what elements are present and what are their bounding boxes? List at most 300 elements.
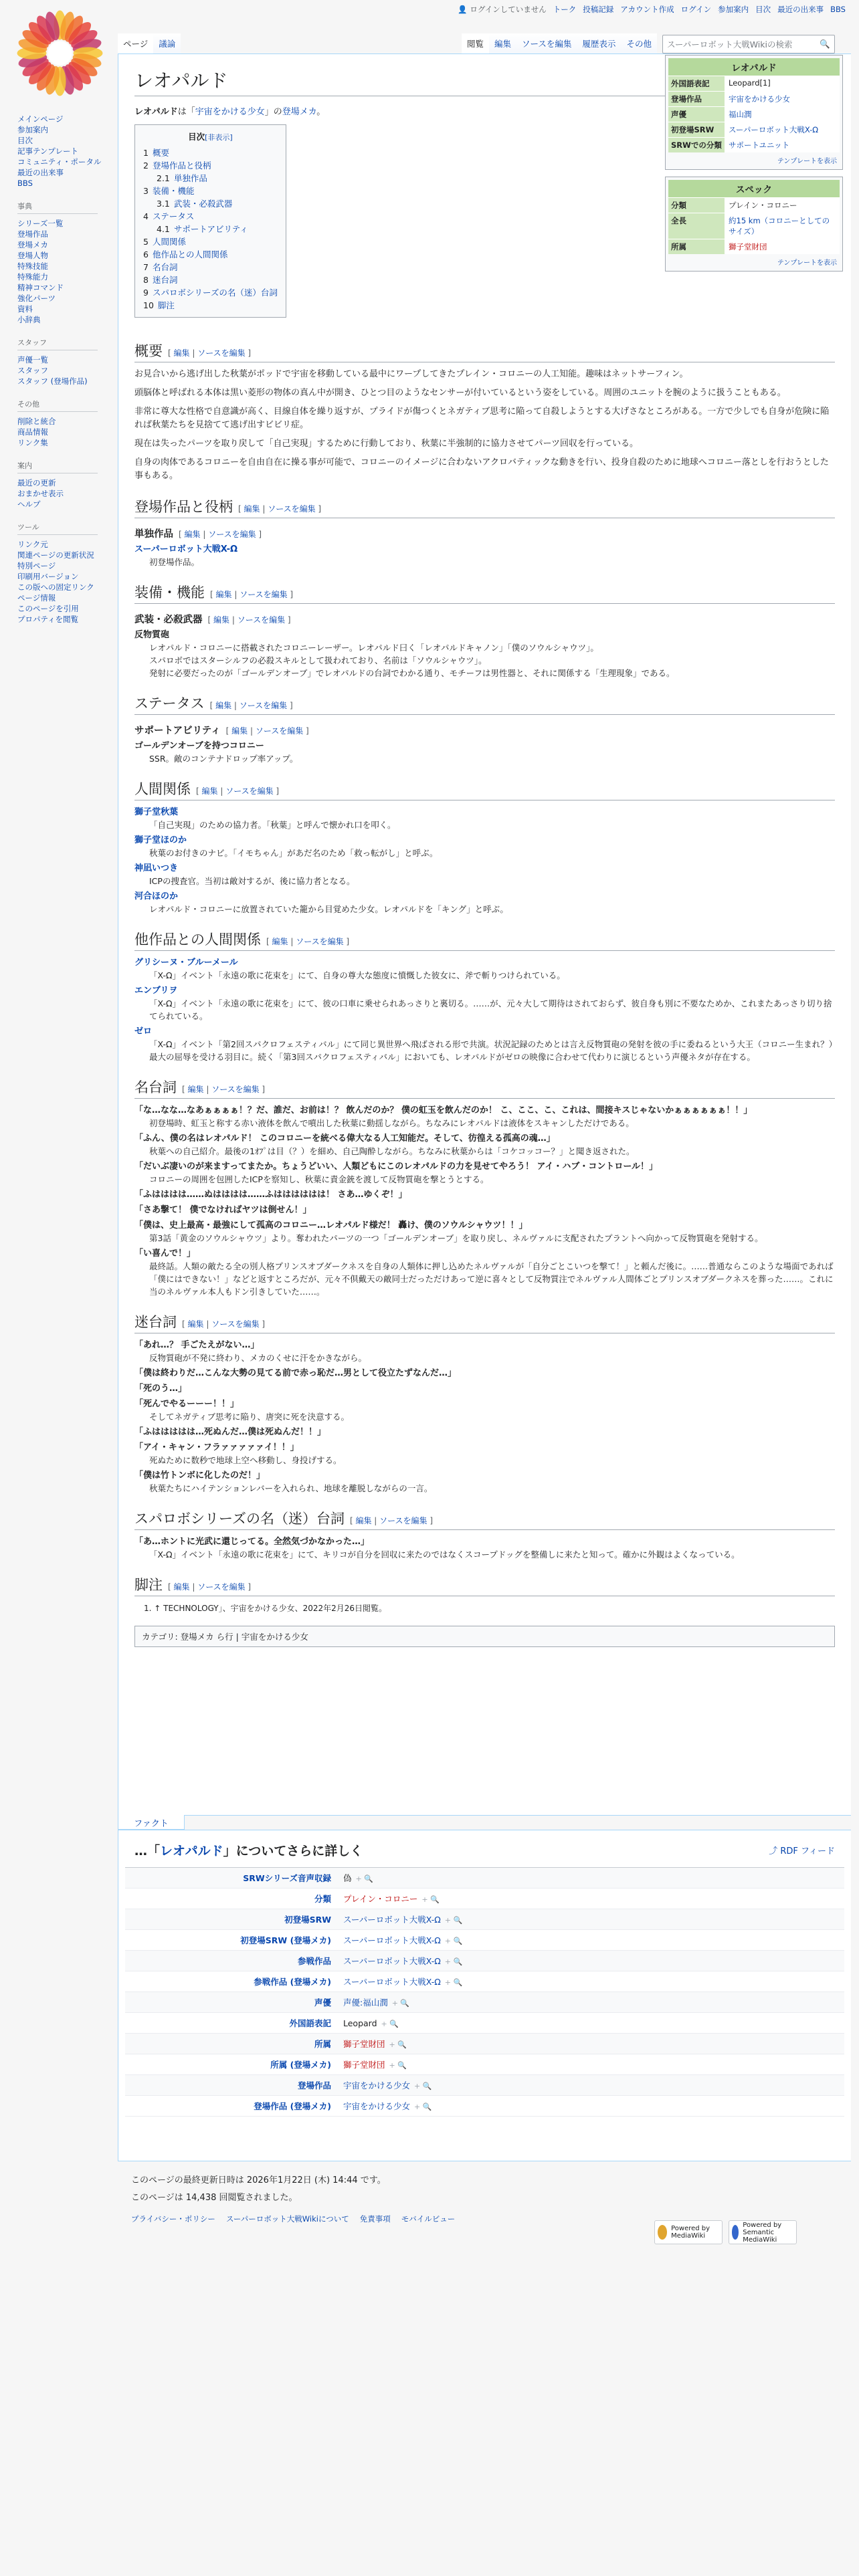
sidebar-link[interactable]: 参加案内 [17, 125, 48, 134]
property-link[interactable]: 外国語表記 [289, 2018, 331, 2028]
footer-link[interactable]: スーパーロボット大戦Wikiについて [225, 2214, 349, 2224]
edit-link[interactable]: 編集 [215, 590, 232, 599]
paragraph: 現在は失ったパーツを取り戻して「自己実現」するために行動しており、秋葉に半強制的に協力させてパーツ回収を行っている。 [134, 439, 638, 449]
sidebar-link[interactable]: 声優一覧 [17, 355, 48, 364]
value-text[interactable]: スーパーロボット大戦X-Ω [343, 1915, 441, 1925]
property-value [343, 1913, 844, 1925]
definition-list [134, 1104, 835, 1130]
sidebar-link[interactable]: プロパティを閲覧 [17, 615, 79, 624]
definition-term[interactable]: スーパーロボット大戦X-Ω [134, 544, 238, 554]
factbox-tab[interactable]: ファクト [118, 1815, 185, 1830]
definition-list [134, 740, 835, 765]
tab-view-0[interactable]: 閲覧 [462, 33, 489, 54]
sidebar-item[interactable] [17, 218, 114, 229]
sidebar-item[interactable] [17, 146, 114, 156]
toc-hide-toggle[interactable]: [非表示] [205, 133, 233, 142]
personal-link[interactable]: アカウント作成 [620, 5, 674, 14]
sidebar-link[interactable]: 印刷用バージョン [17, 572, 79, 581]
toc-list [143, 146, 278, 312]
edit-section: [ 編集 | ソースを編集 ] [209, 701, 293, 710]
edit-link[interactable]: 編集 [173, 348, 190, 358]
value-text[interactable]: 獅子堂財団 [343, 2060, 385, 2070]
toc-item[interactable] [143, 146, 278, 159]
definition-term: 「死のう…」 [134, 1384, 187, 1394]
sidebar-item[interactable] [17, 499, 114, 510]
toc-number: 3.1 [157, 199, 170, 209]
sidebar-link[interactable]: この版への固定リンク [17, 582, 94, 592]
value-text[interactable]: 獅子堂財団 [343, 2039, 385, 2049]
sidebar-link[interactable]: 登場メカ [17, 240, 48, 249]
intro-bold: レオパルド [134, 107, 178, 117]
sidebar-link[interactable]: 削除と統合 [17, 417, 56, 426]
sidebar-item[interactable] [17, 365, 114, 376]
category-links[interactable]: カテゴリ: 登場メカ ら行 | 宇宙をかける少女 [134, 1626, 835, 1647]
definition-term[interactable]: グリシーヌ・ブルーメール [134, 958, 238, 968]
sidebar-item[interactable] [17, 550, 114, 560]
edit-link[interactable]: 編集 [201, 786, 218, 796]
definition-term[interactable]: ゼロ [134, 1027, 153, 1037]
infobox-key: 外国語表記 [668, 76, 725, 91]
toc-label: 装備・機能 [152, 186, 195, 196]
toc-item[interactable] [143, 248, 278, 261]
definition-term[interactable]: 獅子堂ほのか [134, 835, 187, 845]
edit-link[interactable]: 編集 [272, 937, 288, 946]
property-link[interactable]: 初登場SRW [284, 1915, 331, 1925]
property-value [343, 1872, 844, 1884]
edit-link[interactable]: 編集 [187, 1085, 204, 1094]
personal-link[interactable]: 目次 [755, 5, 771, 14]
edit-section: [ 編集 | ソースを編集 ] [182, 1085, 266, 1094]
sidebar-item[interactable] [17, 560, 114, 571]
edit-section: [ 編集 | ソースを編集 ] [182, 1319, 266, 1329]
sidebar-item[interactable] [17, 178, 114, 189]
sidebar-item[interactable] [17, 293, 114, 304]
intro-category-link[interactable]: 登場メカ [282, 107, 317, 117]
property-link[interactable]: 参戦作品 [297, 1956, 331, 1966]
search-icon[interactable]: + 🔍 [391, 1999, 410, 2008]
property-link[interactable]: SRWシリーズ音声収録 [243, 1873, 331, 1883]
edit-source-link[interactable]: ソースを編集 [208, 530, 256, 539]
definition-list [134, 956, 835, 982]
value-text[interactable]: 偽 [343, 1873, 352, 1883]
sidebar-link[interactable]: おまかせ表示 [17, 489, 64, 498]
sidebar-item[interactable] [17, 304, 114, 314]
tab-talk[interactable]: 議論 [153, 33, 181, 54]
sidebar-link[interactable]: スタッフ (登場作品) [17, 377, 88, 386]
definition-list [134, 806, 835, 831]
edit-link[interactable]: 編集 [187, 1319, 204, 1329]
edit-source-link[interactable]: ソースを編集 [239, 701, 288, 710]
definition-list [134, 1160, 835, 1186]
footer-link[interactable]: プライバシー・ポリシー [131, 2214, 215, 2224]
toc-label: サポートアビリティ [173, 224, 248, 234]
factbox-page-link[interactable]: レオパルド [160, 1844, 223, 1858]
edit-section: [ 編集 | ソースを編集 ] [210, 590, 294, 599]
factbox-row [125, 2013, 844, 2034]
sidebar-link[interactable]: 目次 [17, 136, 33, 145]
namespace-tabs [118, 33, 181, 54]
infobox-value[interactable]: 福山潤 [725, 107, 840, 122]
sidebar-link[interactable]: 登場人物 [17, 251, 48, 260]
definition-term[interactable]: 河合ほのか [134, 891, 179, 901]
definition-desc: 秋葉たちにハイテンションレバーを入れられ、地球を離脱しながらの一言。 [149, 1483, 433, 1493]
sidebar-item[interactable] [17, 614, 114, 625]
property-link[interactable]: 声優 [314, 1998, 331, 2008]
value-text[interactable]: プレイン・コロニー [343, 1894, 418, 1904]
infobox-row [668, 122, 840, 137]
definition-desc: SSR。敵のコンテナドロップ率アップ。 [149, 754, 298, 764]
personal-link[interactable]: トーク [553, 5, 577, 14]
sidebar-link[interactable]: 関連ページの更新状況 [17, 550, 94, 560]
sidebar-item[interactable] [17, 603, 114, 614]
infobox-key: 声優 [668, 107, 725, 122]
edit-section: [ 編集 | ソースを編集 ] [207, 615, 291, 625]
sidebar [0, 114, 114, 637]
toc-item[interactable] [143, 210, 278, 223]
toc-item[interactable] [143, 197, 278, 210]
search-icon[interactable]: + 🔍 [414, 2082, 432, 2090]
toc-item[interactable] [143, 235, 278, 248]
edit-source-link[interactable]: ソースを編集 [197, 348, 246, 358]
sidebar-link[interactable]: このページを引用 [17, 604, 79, 613]
sidebar-item[interactable] [17, 427, 114, 437]
sidebar-item[interactable] [17, 114, 114, 124]
personal-link[interactable]: 最近の出来事 [777, 5, 824, 14]
sidebar-link[interactable]: コミュニティ・ポータル [17, 157, 102, 167]
definition-list [134, 1426, 835, 1438]
search-icon[interactable]: + 🔍 [389, 2040, 407, 2049]
factbox-row [125, 1889, 844, 1909]
sidebar-link[interactable]: 特殊能力 [17, 272, 48, 282]
edit-link[interactable]: 編集 [231, 726, 248, 736]
smw-badge[interactable]: Powered by Semantic MediaWiki [729, 2220, 797, 2244]
property-link[interactable]: 所属 (登場メカ) [270, 2060, 331, 2070]
edit-source-link[interactable]: ソースを編集 [268, 504, 316, 514]
sidebar-item[interactable] [17, 571, 114, 582]
definition-desc: 「自己実現」のための協力者。「秋葉」と呼んで懐かれ口を叩く。 [149, 820, 396, 830]
sidebar-item[interactable] [17, 376, 114, 387]
search-icon[interactable]: + 🔍 [414, 2103, 432, 2111]
property-value [343, 1996, 844, 2008]
sidebar-item[interactable] [17, 593, 114, 603]
sidebar-item[interactable] [17, 314, 114, 325]
sidebar-item[interactable] [17, 477, 114, 488]
section-heading [134, 340, 835, 362]
sidebar-link[interactable]: ページ情報 [17, 593, 56, 603]
toc-number: 5 [143, 237, 149, 247]
sidebar-item[interactable] [17, 582, 114, 593]
definition-term: 「あれ…？ 手ごたえがない…」 [134, 1340, 260, 1350]
portal-heading: スタッフ [17, 337, 98, 350]
edit-section: [ 編集 | ソースを編集 ] [179, 530, 262, 539]
edit-link[interactable]: 編集 [184, 530, 201, 539]
sidebar-link[interactable]: リンク集 [17, 438, 48, 447]
infobox-value[interactable]: 宇宙をかける少女 [725, 92, 840, 106]
definition-list [134, 862, 835, 887]
toc-item[interactable] [143, 274, 278, 286]
search-icon[interactable]: + 🔍 [389, 2061, 407, 2070]
definition-term: 「死んでやるーーー！！」 [134, 1399, 240, 1409]
sidebar-item[interactable] [17, 124, 114, 135]
sidebar-item[interactable] [17, 239, 114, 250]
paragraph: 自身の肉体であるコロニーを自由自在に操る事が可能で、コロニーのイメージに合わないアクロバティックな動きを行い、投身自殺のために地球へコロニー落としを行おうとした事もある。 [134, 457, 829, 481]
infobox-title: スペック [668, 180, 840, 197]
mediawiki-badge[interactable]: Powered by MediaWiki [654, 2220, 723, 2244]
section-heading [134, 526, 835, 540]
infobox-key: SRWでの分類 [668, 138, 725, 152]
definition-term: 「な…なな…なあぁぁぁぁ！？だ、誰だ、お前は！？ 飲んだのか？ 僕の虹玉を飲んだのか！ こ、ここ、こ、これは、間接キスじゃないかぁぁぁぁぁぁ！！」 [134, 1105, 753, 1115]
infobox-row [668, 197, 840, 213]
toc-number: 3 [143, 186, 149, 196]
edit-section: [ 編集 | ソースを編集 ] [266, 937, 350, 946]
sidebar-link[interactable]: スタッフ [17, 366, 48, 375]
infobox-row [668, 91, 840, 106]
personal-link[interactable]: BBS [830, 5, 846, 14]
property-link[interactable]: 参戦作品 (登場メカ) [254, 1977, 331, 1987]
sidebar-link[interactable]: リンク元 [17, 540, 48, 549]
edit-source-link[interactable]: ソースを編集 [211, 1085, 260, 1094]
template-link[interactable]: テンプレートを表示 [777, 259, 837, 267]
infobox-value[interactable]: サポートユニット [725, 138, 840, 152]
edit-source-link[interactable]: ソースを編集 [379, 1516, 427, 1525]
infobox-main [665, 55, 843, 170]
edit-section: [ 編集 | ソースを編集 ] [168, 348, 252, 358]
definition-list [134, 1382, 835, 1395]
sidebar-item[interactable] [17, 282, 114, 293]
heading-text: 人間関係 [134, 781, 191, 797]
edit-link[interactable]: 編集 [244, 504, 260, 514]
sidebar-link[interactable]: 最近の更新 [17, 478, 56, 488]
rdf-icon: ⤴ [769, 1846, 781, 1856]
sidebar-item[interactable] [17, 354, 114, 365]
sidebar-item[interactable] [17, 261, 114, 272]
search-icon[interactable]: + 🔍 [444, 1957, 463, 1966]
tab-view-2[interactable]: ソースを編集 [516, 33, 577, 54]
toc-title-text: 目次 [188, 132, 205, 142]
heading-text: ステータス [134, 695, 205, 712]
last-modified: このページの最終更新日時は 2026年1月22日 (木) 14:44 です。 [131, 2175, 386, 2185]
property-value [343, 2100, 844, 2112]
search-icon[interactable]: + 🔍 [381, 2019, 399, 2028]
edit-link[interactable]: 編集 [215, 701, 232, 710]
edit-section: [ 編集 | ソースを編集 ] [225, 726, 309, 736]
property-link[interactable]: 分類 [314, 1894, 331, 1904]
toc-item[interactable] [143, 261, 278, 274]
property-link[interactable]: 登場作品 [297, 2080, 331, 2090]
toc-label: 人間関係 [152, 237, 186, 247]
sidebar-link[interactable]: 精神コマンド [17, 283, 64, 292]
sidebar-link[interactable]: 強化パーツ [17, 294, 56, 303]
edit-link[interactable]: 編集 [213, 615, 230, 625]
section-heading [134, 723, 835, 737]
sidebar-link[interactable]: 特別ページ [17, 561, 56, 570]
property-value [343, 2058, 844, 2070]
template-link[interactable]: テンプレートを表示 [777, 158, 837, 165]
toc-item[interactable] [143, 172, 278, 185]
value-text[interactable]: スーパーロボット大戦X-Ω [343, 1977, 441, 1987]
site-logo[interactable] [15, 8, 105, 98]
sidebar-portal [17, 337, 114, 387]
infobox-key: 全長 [668, 213, 725, 239]
factbox [118, 1830, 851, 2161]
toc-number: 7 [143, 262, 149, 272]
edit-source-link[interactable]: ソースを編集 [296, 937, 344, 946]
definition-desc: 「X-Ω」イベント「第2回スパクロフェスティバル」にて同じ異世界へ飛ばされる形で共演。状況記録のためとは言え反物質砲の発射を彼の手に委ねるという大王（コロニー生まれ？）最大の屈辱を受ける羽目に。続く「第3回スパクロフェスティバル」においても、レオパルドがゼロの映像に合わせて代わりに演じるという声優ネタが存在する。 [149, 1039, 833, 1062]
edit-link[interactable]: 編集 [355, 1516, 372, 1525]
sidebar-link[interactable]: ヘルプ [17, 500, 41, 509]
footer-link[interactable]: 免責事項 [359, 2214, 391, 2224]
definition-list [134, 1204, 835, 1216]
sidebar-item[interactable] [17, 437, 114, 448]
toc-label: 名台詞 [152, 262, 178, 272]
value-text[interactable]: 宇宙をかける少女 [343, 2101, 411, 2111]
search-icon[interactable]: + 🔍 [444, 1978, 463, 1987]
definition-term[interactable]: エンブリヲ [134, 986, 178, 996]
sidebar-item[interactable] [17, 272, 114, 282]
toc-number: 2 [143, 160, 149, 171]
intro-work-link[interactable]: 宇宙をかける少女 [195, 107, 265, 117]
infobox-value[interactable]: 約15 km（コロニーとしてのサイズ） [725, 213, 840, 239]
search-icon[interactable]: + 🔍 [444, 1916, 463, 1925]
infobox-value[interactable]: 獅子堂財団 [725, 239, 840, 254]
definition-term: 「ふん、僕の名はレオパルド！ このコロニーを統べる偉大なる人工知能だ。そして、彷徨える孤高の魂…」 [134, 1134, 555, 1144]
edit-source-link[interactable]: ソースを編集 [255, 726, 304, 736]
heading-text: 武装・必殺武器 [134, 615, 203, 625]
property-link[interactable]: 登場作品 (登場メカ) [254, 2101, 331, 2111]
personal-tools [458, 4, 846, 15]
value-text[interactable]: スーパーロボット大戦X-Ω [343, 1956, 441, 1966]
value-text[interactable]: Leopard [343, 2018, 377, 2028]
rdf-feed-link[interactable]: ⤴ RDF フィード [769, 1846, 835, 1856]
factbox-title: …「レオパルド」についてさらに詳しく [134, 1844, 363, 1858]
toc-label: 他作品との人間関係 [152, 249, 228, 259]
definition-desc: レオパルド・コロニーに放置されていた籠から目覚めた少女。レオパルドを「キング」と呼ぶ。 [149, 904, 508, 914]
toc-item[interactable] [143, 286, 278, 299]
sidebar-link[interactable]: 最近の出来事 [17, 168, 64, 177]
sidebar-item[interactable] [17, 135, 114, 146]
sidebar-item[interactable] [17, 488, 114, 499]
search-icon[interactable]: + 🔍 [444, 1937, 463, 1945]
edit-source-link[interactable]: ソースを編集 [211, 1319, 260, 1329]
search-icon[interactable]: + 🔍 [355, 1874, 373, 1883]
infobox-row [668, 239, 840, 254]
portal-heading: 案内 [17, 460, 98, 473]
factbox-rows [125, 1868, 844, 2117]
toc-number: 4 [143, 211, 149, 221]
toc-item[interactable] [143, 223, 278, 235]
tab-page[interactable]: ページ [118, 33, 153, 54]
toc-item[interactable] [143, 159, 278, 172]
definition-desc: 反物質砲が不発に終わり、メカのくせに汗をかきながら。 [149, 1353, 367, 1363]
definition-list [134, 1132, 835, 1158]
sidebar-item[interactable] [17, 250, 114, 261]
edit-section: [ 編集 | ソースを編集 ] [168, 1582, 252, 1592]
sidebar-portal [17, 460, 114, 510]
toc-item[interactable] [143, 299, 278, 312]
tab-view-3[interactable]: 履歴表示 [577, 33, 621, 54]
tab-view-1[interactable]: 編集 [489, 33, 516, 54]
sidebar-link[interactable]: 小辞典 [17, 315, 41, 324]
infobox-spec [665, 177, 843, 272]
factbox-header [125, 1838, 844, 1868]
value-text[interactable]: スーパーロボット大戦X-Ω [343, 1935, 441, 1945]
search-input[interactable] [662, 35, 835, 53]
sidebar-link[interactable]: 登場作品 [17, 229, 48, 239]
factbox-row [125, 2075, 844, 2096]
view-count: このページは 14,438 回閲覧されました。 [131, 2193, 298, 2203]
personal-link[interactable]: 投稿記録 [583, 5, 614, 14]
factbox-row [125, 1909, 844, 1930]
edit-source-link[interactable]: ソースを編集 [225, 786, 274, 796]
value-text[interactable]: 声優:福山潤 [343, 1998, 388, 2008]
sidebar-link[interactable]: 特殊技能 [17, 261, 48, 271]
tab-view-4[interactable]: その他 [621, 33, 657, 54]
edit-source-link[interactable]: ソースを編集 [197, 1582, 246, 1592]
sidebar-link[interactable]: メインページ [17, 114, 64, 124]
toc-number: 8 [143, 275, 149, 285]
edit-link[interactable]: 編集 [173, 1582, 190, 1592]
portal-heading: その他 [17, 399, 98, 412]
sidebar-item[interactable] [17, 167, 114, 178]
sidebar-link[interactable]: BBS [17, 179, 33, 188]
infobox-value[interactable]: スーパーロボット大戦X-Ω [725, 122, 840, 137]
edit-source-link[interactable]: ソースを編集 [237, 615, 286, 625]
edit-source-link[interactable]: ソースを編集 [240, 590, 288, 599]
heading-text: スパロボシリーズの名（迷）台詞 [134, 1511, 345, 1527]
toc-label: 概要 [152, 148, 169, 158]
sidebar-link[interactable]: シリーズ一覧 [17, 219, 64, 228]
heading-text: 脚注 [134, 1577, 163, 1593]
definition-term[interactable]: 神凪いつき [134, 863, 179, 873]
sidebar-item[interactable] [17, 156, 114, 167]
property-link[interactable]: 初登場SRW (登場メカ) [240, 1935, 331, 1945]
toc-title [143, 130, 278, 142]
definition-list [134, 1367, 835, 1380]
infobox-row [668, 76, 840, 91]
edit-section: [ 編集 | ソースを編集 ] [349, 1516, 434, 1525]
property-link[interactable]: 所属 [314, 2039, 331, 2049]
sidebar-item[interactable] [17, 539, 114, 550]
definition-desc: レオパルド・コロニーに搭載されたコロニーレーザー。レオパルド曰く「レオパルドキャノン」「僕のソウルシャウツ」。 [149, 643, 599, 653]
definition-term[interactable]: 獅子堂秋葉 [134, 807, 179, 817]
sidebar-link[interactable]: 記事テンプレート [17, 146, 78, 156]
toc-item[interactable] [143, 185, 278, 197]
sidebar-link[interactable]: 資料 [17, 304, 33, 314]
personal-link[interactable]: ログイン [680, 5, 712, 14]
value-text[interactable]: 宇宙をかける少女 [343, 2080, 411, 2090]
factbox-row [125, 1951, 844, 1971]
sidebar-link[interactable]: 商品情報 [17, 427, 48, 437]
definition-list [134, 1469, 835, 1495]
sidebar-item[interactable] [17, 416, 114, 427]
portal-heading: 事典 [17, 201, 98, 214]
toc-label: ステータス [152, 211, 195, 221]
definition-list [134, 834, 835, 859]
table-of-contents [134, 124, 286, 318]
personal-link[interactable]: 参加案内 [718, 5, 749, 14]
edit-section: [ 編集 | ソースを編集 ] [238, 504, 322, 514]
heading-text: 迷台詞 [134, 1314, 177, 1330]
footer-link[interactable]: モバイルビュー [401, 2214, 456, 2224]
portal-heading: ツール [17, 522, 98, 535]
search-icon[interactable]: + 🔍 [421, 1895, 440, 1904]
definition-term: ゴールデンオーブを持つコロニー [134, 741, 264, 751]
factbox-row [125, 2034, 844, 2054]
definition-desc: 初登場時、虹玉と称する赤い液体を飲んで噴出した秋葉に動揺しながら。ちなみにレオパルドは液体をスキャンしただけである。 [149, 1118, 634, 1128]
search-icon[interactable]: 🔍 [820, 38, 830, 49]
heading-text: 他作品との人間関係 [134, 932, 261, 948]
sidebar-item[interactable] [17, 229, 114, 239]
